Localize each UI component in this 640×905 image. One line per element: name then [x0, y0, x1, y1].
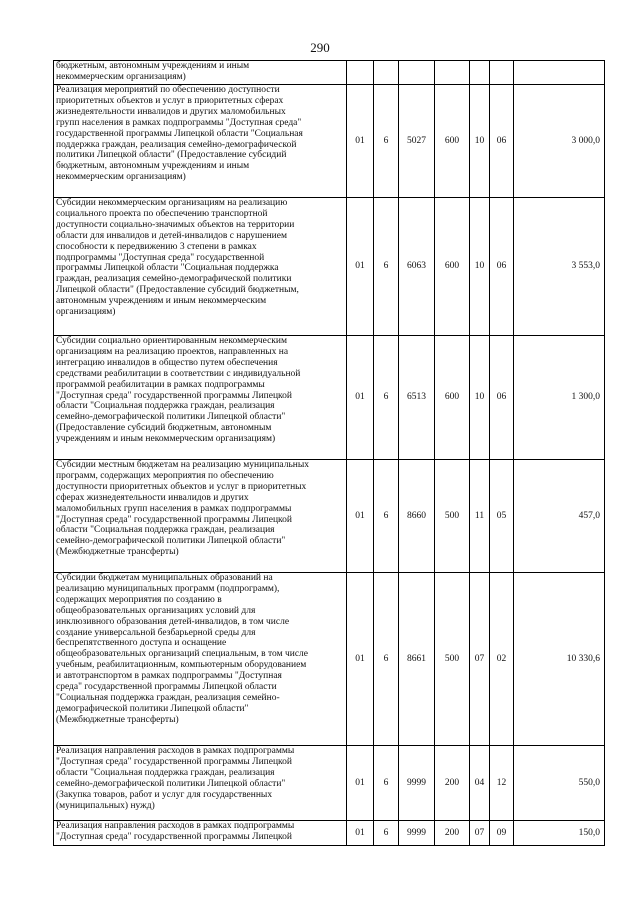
pp-code: 6	[374, 198, 399, 336]
vr-code: 600	[435, 336, 470, 460]
gp-code: 01	[347, 85, 374, 198]
amount: 150,0	[514, 821, 605, 846]
table-row	[54, 336, 605, 460]
budget-table	[53, 60, 605, 846]
rz-code: 10	[470, 198, 490, 336]
amount: 10 330,6	[514, 573, 605, 746]
vr-code: 200	[435, 746, 470, 821]
row-description: Субсидии некоммерческим организациям на реализацию социального проекта по обеспечению транспортной доступности социально-значимых объектов на территории области для инвалидов и детей-инвалидов с нарушением способности к передвижению 3 степени в рамках подпрограммы "Доступная среда" государственной программы Липецкой области "Социальная поддержка граждан, реализация семейно-демографической политики Липецкой области" (Предоставление субсидий бюджетным, автономным учреждениям и иным некоммерческим организациям)	[54, 198, 347, 336]
table-row	[54, 821, 605, 846]
gp-code: 01	[347, 573, 374, 746]
vr-code: 600	[435, 198, 470, 336]
cs-code	[399, 61, 435, 85]
pp-code: 6	[374, 85, 399, 198]
row-description: Реализация направления расходов в рамках подпрограммы "Доступная среда" государственной программы Липецкой области "Социальная поддержка граждан, реализация семейно-демографической политики Липецкой области" (Закупка товаров, работ и услуг для государственных (муниципальных) нужд)	[54, 746, 347, 821]
table-row	[54, 85, 605, 198]
gp-code: 01	[347, 336, 374, 460]
rz-code: 11	[470, 460, 490, 573]
table-row	[54, 61, 605, 85]
pp-code: 6	[374, 460, 399, 573]
amount: 3 000,0	[514, 85, 605, 198]
row-description: бюджетным, автономным учреждениям и иным некоммерческим организациям)	[54, 61, 347, 85]
pr-code: 06	[490, 336, 514, 460]
pp-code	[374, 61, 399, 85]
amount: 550,0	[514, 746, 605, 821]
gp-code	[347, 61, 374, 85]
pp-code: 6	[374, 746, 399, 821]
vr-code: 600	[435, 85, 470, 198]
pp-code: 6	[374, 821, 399, 846]
gp-code: 01	[347, 746, 374, 821]
amount: 1 300,0	[514, 336, 605, 460]
gp-code: 01	[347, 198, 374, 336]
amount	[514, 61, 605, 85]
vr-code: 200	[435, 821, 470, 846]
cs-code: 9999	[399, 746, 435, 821]
amount: 3 553,0	[514, 198, 605, 336]
pr-code: 06	[490, 198, 514, 336]
vr-code: 500	[435, 573, 470, 746]
table-row	[54, 573, 605, 746]
page-number: 290	[310, 40, 330, 55]
rz-code: 04	[470, 746, 490, 821]
vr-code: 500	[435, 460, 470, 573]
row-description: Субсидии социально ориентированным некоммерческим организациям на реализацию проектов, направленных на интеграцию инвалидов в общество путем обеспечения средствами реабилитации в соответствии с индивидуальной программой реабилитации в рамках подпрограммы "Доступная среда" государственной программы Липецкой области "Социальная поддержка граждан, реализация семейно-демографической политики Липецкой области" (Предоставление субсидий бюджетным, автономным учреждениям и иным некоммерческим организациям)	[54, 336, 347, 460]
row-description: Реализация мероприятий по обеспечению доступности приоритетных объектов и услуг в приоритетных сферах жизнедеятельности инвалидов и других маломобильных групп населения в рамках подпрограммы "Доступная среда" государственной программы Липецкой области "Социальная поддержка граждан, реализация семейно-демографической политики Липецкой области" (Предоставление субсидий бюджетным, автономным учреждениям и иным некоммерческим организациям)	[54, 85, 347, 198]
row-description: Реализация направления расходов в рамках подпрограммы "Доступная среда" государственной программы Липецкой	[54, 821, 347, 846]
cs-code: 5027	[399, 85, 435, 198]
pr-code: 12	[490, 746, 514, 821]
rz-code: 10	[470, 85, 490, 198]
gp-code: 01	[347, 460, 374, 573]
rz-code	[470, 61, 490, 85]
rz-code: 10	[470, 336, 490, 460]
pr-code: 06	[490, 85, 514, 198]
pr-code: 02	[490, 573, 514, 746]
pp-code: 6	[374, 573, 399, 746]
row-description: Субсидии местным бюджетам на реализацию муниципальных программ, содержащих мероприятия по обеспечению доступности приоритетных объектов и услуг в приоритетных сферах жизнедеятельности инвалидов и других маломобильных групп населения в рамках подпрограммы "Доступная среда" государственной программы Липецкой области "Социальная поддержка граждан, реализация семейно-демографической политики Липецкой области" (Межбюджетные трансферты)	[54, 460, 347, 573]
row-description: Субсидии бюджетам муниципальных образований на реализацию муниципальных программ (подпрограмм), содержащих мероприятия по созданию в общеобразовательных организациях условий для инклюзивного образования детей-инвалидов, в том числе создание универсальной безбарьерной среды для беспрепятственного доступа и оснащение общеобразовательных организаций специальным, в том числе учебным, реабилитационным, компьютерным оборудованием и автотранспортом в рамках подпрограммы "Доступная среда" государственной программы Липецкой области "Социальная поддержка граждан, реализация семейно- демографической политики Липецкой области" (Межбюджетные трансферты)	[54, 573, 347, 746]
cs-code: 8661	[399, 573, 435, 746]
rz-code: 07	[470, 821, 490, 846]
table-row	[54, 746, 605, 821]
pr-code: 09	[490, 821, 514, 846]
gp-code: 01	[347, 821, 374, 846]
cs-code: 6063	[399, 198, 435, 336]
vr-code	[435, 61, 470, 85]
amount: 457,0	[514, 460, 605, 573]
cs-code: 8660	[399, 460, 435, 573]
pr-code	[490, 61, 514, 85]
pp-code: 6	[374, 336, 399, 460]
table-row	[54, 460, 605, 573]
table-row	[54, 198, 605, 336]
cs-code: 6513	[399, 336, 435, 460]
rz-code: 07	[470, 573, 490, 746]
cs-code: 9999	[399, 821, 435, 846]
pr-code: 05	[490, 460, 514, 573]
